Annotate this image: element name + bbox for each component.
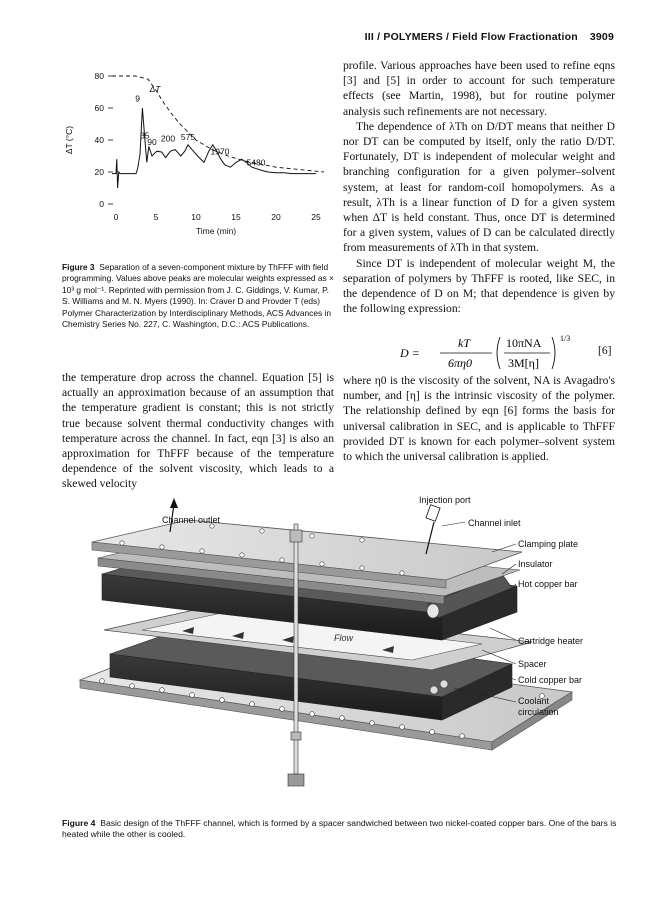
x-tick-label: 20 xyxy=(271,212,281,222)
label-cold-copper-bar: Cold copper bar xyxy=(518,675,583,685)
equation-inner-numerator: 10πNA xyxy=(506,336,542,350)
right-column-text-bottom xyxy=(343,373,615,464)
right-column-text xyxy=(343,58,615,316)
figure4-label: Figure 4 xyxy=(62,818,96,828)
x-tick-label: 0 xyxy=(113,212,119,222)
x-axis-label: Time (min) xyxy=(195,226,237,236)
y-axis-label: ΔT (°C) xyxy=(64,125,74,155)
figure3-caption-text: Separation of a seven-component mixture by ThFFF with field programming. Values above peaks are molecular weights expressed as × 10³ g mol⁻¹. Reprinted with permission from J. C. Giddings, V. Kumar, P. S. Williams and M. N. Myers (1990). In: Craver D and Provder T (eds) Polymer Characterization by Interdisciplinary Methods, ACS Advances in Chemistry Series No. 227, C. Washington, D.C.: ACS Publications. xyxy=(62,262,334,330)
peak-label: 200 xyxy=(160,133,176,144)
running-header xyxy=(365,31,614,43)
page-number: 3909 xyxy=(589,31,614,43)
figure3-caption xyxy=(62,262,334,330)
equation-numerator: kT xyxy=(458,336,470,350)
paragraph: The dependence of λTh on D/DT means that neither D nor DT can be computed by itself, only the ratio D/DT. Fortunately, DT is independent of molecular weight and branching configuration for a given polymer–solvent system, at least for random-coil homopolymers. As a result, λTh is a linear function of D for a given system when ΔT is held constant. Thus, once DT is determined for a given system, values of D can be calculated directly from measurements of λTh in that system. xyxy=(343,119,615,255)
coolant-port xyxy=(430,686,438,694)
delta-t-label: ΔT xyxy=(149,84,161,94)
x-tick-label: 10 xyxy=(191,212,201,222)
label-spacer: Spacer xyxy=(518,659,547,669)
label-channel-inlet: Channel inlet xyxy=(468,518,521,528)
equation-exponent: 1/3 xyxy=(560,334,571,343)
paragraph: profile. Various approaches have been used to refine eqns [3] and [5] in order to account for such temperature effects (see Martin, 1998), but for routine polymer analysis such refinements are not necessary. xyxy=(343,59,615,118)
peak-label: 575 xyxy=(180,132,196,142)
running-title: III / POLYMERS / Field Flow Fractionation xyxy=(364,31,578,43)
paragraph: Since DT is independent of molecular weight M, the separation of polymers by ThFFF is rooted, like SEC, in the dependence of D on M; that dependence is given by the following expression: xyxy=(343,256,615,316)
figure4-illustration xyxy=(62,492,622,812)
figure4-caption-text: Basic design of the ThFFF channel, which is formed by a spacer sandwiched between two nickel-coated copper bars. One of the bars is heated while the other is cooled. xyxy=(62,818,617,840)
x-tick-label: 25 xyxy=(311,212,321,222)
y-tick-label: 40 xyxy=(94,135,104,145)
figure4-caption xyxy=(62,818,622,841)
equation-lhs: D = xyxy=(400,346,420,360)
paragraph: the temperature drop across the channel. Equation [5] is actually an approximation because of an assumption that the temperature gradient is constant; this is not strictly true because solvent thermal conductivity changes with temperature across the channel. In fact, eqn [3] is also an approximation for ThFFF because of the temperature dependence of the solvent viscosity, which leads to a skewed velocity xyxy=(62,371,334,491)
peak-label: 35 xyxy=(140,130,150,141)
label-coolant: Coolant xyxy=(518,696,550,706)
peak-label: 5480 xyxy=(246,157,266,168)
peak-label: 9 xyxy=(135,93,140,104)
equation-inner-denominator: 3M[η] xyxy=(508,356,539,370)
y-tick-label: 0 xyxy=(99,199,104,209)
paragraph: where η0 is the viscosity of the solvent, NA is Avagadro's number, and [η] is the intrinsic viscosity of the polymer. The relationship defined by eqn [6] forms the basis for universal calibration in SEC, and is applicable to ThFFF provided DT is known for each polymer–solvent system to which the universal calibration is applied. xyxy=(343,374,615,464)
label-insulator: Insulator xyxy=(518,559,553,569)
equation-number: [6] xyxy=(598,344,612,357)
figure3-label: Figure 3 xyxy=(62,262,95,272)
x-tick-label: 5 xyxy=(153,212,159,222)
peak-label: 1970 xyxy=(210,146,230,157)
flow-label: Flow xyxy=(334,633,354,643)
equation-denominator: 6πη0 xyxy=(448,356,472,370)
y-tick-label: 20 xyxy=(94,167,104,177)
left-column-text xyxy=(62,370,334,492)
label-circulation: circulation xyxy=(518,707,559,717)
y-tick-label: 60 xyxy=(94,103,104,113)
label-channel-outlet: Channel outlet xyxy=(162,515,221,525)
y-tick-label: 80 xyxy=(94,71,104,81)
label-injection-port: Injection port xyxy=(419,495,471,505)
figure3-chart xyxy=(58,58,358,268)
equation-6 xyxy=(400,333,620,373)
label-clamping-plate: Clamping plate xyxy=(518,539,579,549)
x-tick-label: 15 xyxy=(231,212,241,222)
label-hot-copper-bar: Hot copper bar xyxy=(518,579,578,589)
peak-label: 90 xyxy=(147,136,157,147)
label-cartridge-heater: Cartridge heater xyxy=(518,636,584,646)
